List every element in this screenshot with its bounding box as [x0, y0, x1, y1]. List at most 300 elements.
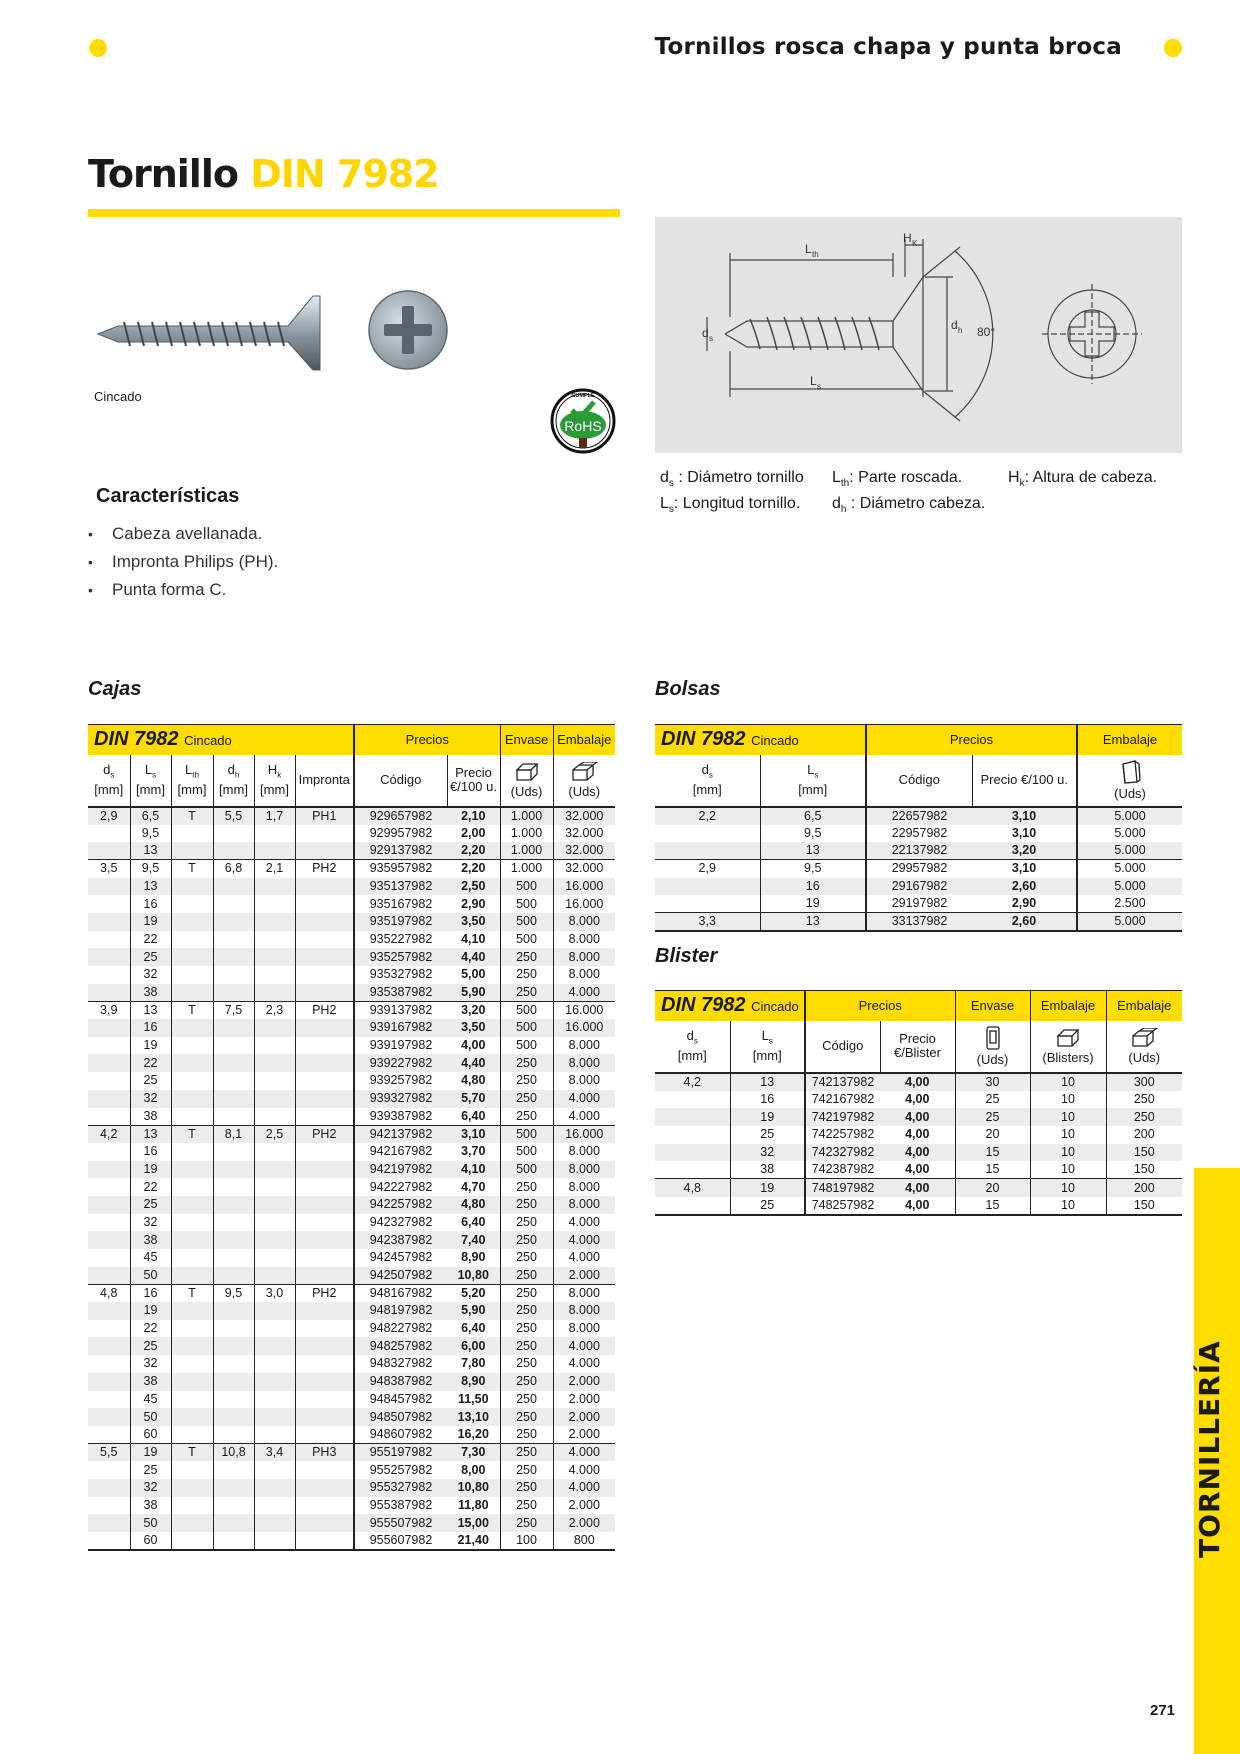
table-cell: [171, 1426, 213, 1444]
table-cell: [213, 1072, 254, 1090]
table-cell: [295, 1196, 354, 1214]
table-cell: 742257982: [805, 1126, 880, 1144]
bolsas-table-title: DIN 7982 Cincado: [655, 725, 866, 755]
bolsas-table: [655, 724, 1182, 932]
table-cell: 942257982: [354, 1196, 447, 1214]
table-cell: [88, 1267, 130, 1285]
table-cell: [88, 895, 130, 913]
list-item: • Punta forma C.: [88, 580, 227, 599]
table-cell: 250: [500, 1090, 553, 1108]
table-cell: 16: [730, 1091, 805, 1109]
table-cell: 3,20: [972, 842, 1077, 860]
table-cell: 3,0: [254, 1284, 295, 1302]
table-cell: 4,00: [880, 1197, 955, 1215]
table-cell: 250: [500, 1196, 553, 1214]
table-cell: 2,50: [447, 878, 500, 896]
table-cell: 4,40: [447, 948, 500, 966]
table-cell: [171, 1037, 213, 1055]
table-cell: 8,1: [213, 1125, 254, 1143]
table-cell: 1.000: [500, 860, 553, 878]
table-cell: 4,10: [447, 1161, 500, 1179]
table-cell: [655, 1161, 730, 1179]
blister-header-embalaje-2: Embalaje: [1106, 991, 1182, 1021]
table-cell: 4.000: [553, 1214, 615, 1232]
table-cell: 2,10: [447, 807, 500, 825]
table-cell: [254, 1037, 295, 1055]
svg-text:th: th: [812, 250, 819, 259]
table-row: [88, 1302, 615, 1320]
table-cell: [171, 1514, 213, 1532]
table-cell: 2,9: [655, 860, 760, 878]
table-cell: 30: [955, 1073, 1030, 1091]
table-cell: 929957982: [354, 825, 447, 843]
table-cell: 5.000: [1077, 807, 1182, 825]
table-cell: 3,20: [447, 1001, 500, 1019]
table-cell: [213, 1320, 254, 1338]
table-cell: [171, 1214, 213, 1232]
table-cell: [295, 1231, 354, 1249]
legend-dh: $d_h$ : Diámetro cabeza.: [832, 495, 986, 516]
col-envase-uds: (Uds): [955, 1021, 1030, 1073]
table-cell: 935387982: [354, 984, 447, 1002]
table-cell: 4,10: [447, 931, 500, 949]
table-row: [88, 1001, 615, 1019]
table-cell: 939197982: [354, 1037, 447, 1055]
svg-text:d: d: [951, 318, 958, 332]
table-cell: [295, 931, 354, 949]
table-cell: 929137982: [354, 842, 447, 860]
table-cell: 32.000: [553, 825, 615, 843]
bolsas-table-body: [655, 807, 1182, 932]
table-cell: 942457982: [354, 1249, 447, 1267]
table-cell: [295, 1479, 354, 1497]
table-cell: [254, 1461, 295, 1479]
cajas-header-envase: Envase: [500, 725, 553, 755]
table-cell: 948227982: [354, 1320, 447, 1338]
table-cell: 5.000: [1077, 878, 1182, 896]
table-cell: 10: [1030, 1126, 1106, 1144]
table-cell: [213, 1532, 254, 1550]
table-cell: 22: [130, 1054, 171, 1072]
table-cell: [254, 1196, 295, 1214]
table-cell: 500: [500, 1019, 553, 1037]
table-cell: 250: [500, 1373, 553, 1391]
table-cell: 3,10: [972, 860, 1077, 878]
col-ds: $d_s$ [mm]: [88, 755, 130, 807]
table-cell: [213, 1355, 254, 1373]
col-impronta: Impronta: [295, 755, 354, 807]
table-cell: 7,40: [447, 1231, 500, 1249]
table-cell: [88, 825, 130, 843]
table-cell: 3,9: [88, 1001, 130, 1019]
table-cell: 939167982: [354, 1019, 447, 1037]
svg-text:L: L: [805, 242, 812, 256]
table-cell: 2,3: [254, 1001, 295, 1019]
table-cell: 22: [130, 1178, 171, 1196]
table-cell: 948327982: [354, 1355, 447, 1373]
table-cell: 32.000: [553, 807, 615, 825]
table-cell: [655, 1126, 730, 1144]
bag-icon: [1119, 760, 1141, 784]
table-row: [88, 1497, 615, 1515]
table-cell: [254, 825, 295, 843]
table-cell: 32: [730, 1144, 805, 1162]
table-cell: PH2: [295, 860, 354, 878]
table-cell: 5.000: [1077, 842, 1182, 860]
table-cell: 16,20: [447, 1426, 500, 1444]
table-cell: 16.000: [553, 1125, 615, 1143]
table-cell: [171, 1373, 213, 1391]
table-row: [88, 1072, 615, 1090]
svg-text:H: H: [903, 231, 912, 245]
table-cell: [254, 1497, 295, 1515]
table-cell: 22: [130, 931, 171, 949]
open-box-icon: [570, 762, 598, 782]
table-cell: 38: [730, 1161, 805, 1179]
col-hk: $H_k$ [mm]: [254, 755, 295, 807]
table-cell: 25: [730, 1126, 805, 1144]
table-cell: [295, 1054, 354, 1072]
table-cell: [254, 1426, 295, 1444]
table-cell: 150: [1106, 1197, 1182, 1215]
table-cell: 929657982: [354, 807, 447, 825]
product-title-b: DIN 7982: [250, 152, 439, 196]
blister-pack-icon: [985, 1026, 1001, 1050]
table-cell: 250: [500, 1479, 553, 1497]
table-cell: 8.000: [553, 1161, 615, 1179]
table-cell: 10,80: [447, 1267, 500, 1285]
table-cell: 8.000: [553, 948, 615, 966]
table-cell: 6,5: [760, 807, 866, 825]
table-row: [88, 1161, 615, 1179]
table-cell: [88, 1037, 130, 1055]
table-cell: [213, 1373, 254, 1391]
table-cell: [254, 1231, 295, 1249]
table-row: [88, 825, 615, 843]
col-dh: $d_h$ [mm]: [213, 755, 254, 807]
table-cell: 11,80: [447, 1497, 500, 1515]
table-cell: 948197982: [354, 1302, 447, 1320]
table-cell: 250: [500, 1302, 553, 1320]
table-cell: 742387982: [805, 1161, 880, 1179]
table-cell: T: [171, 1125, 213, 1143]
table-cell: 939227982: [354, 1054, 447, 1072]
characteristics-list: [88, 520, 278, 604]
table-cell: 250: [500, 1355, 553, 1373]
section-header-title: Tornillos rosca chapa y punta broca: [654, 34, 1122, 60]
table-cell: 2,90: [972, 895, 1077, 913]
table-cell: 8.000: [553, 1302, 615, 1320]
table-row: [88, 860, 615, 878]
table-cell: [171, 1072, 213, 1090]
table-cell: 5,5: [88, 1444, 130, 1462]
table-cell: 742137982: [805, 1073, 880, 1091]
table-cell: [171, 984, 213, 1002]
table-cell: 8.000: [553, 931, 615, 949]
table-cell: 4.000: [553, 1090, 615, 1108]
table-cell: [254, 1019, 295, 1037]
blister-header-precios: Precios: [805, 991, 955, 1021]
table-cell: 2,9: [88, 807, 130, 825]
table-cell: 6,40: [447, 1320, 500, 1338]
table-cell: [88, 1373, 130, 1391]
table-cell: [295, 1072, 354, 1090]
table-cell: [295, 1019, 354, 1037]
table-cell: 16: [130, 1284, 171, 1302]
table-cell: 19: [130, 913, 171, 931]
table-cell: 38: [130, 1497, 171, 1515]
table-cell: 8.000: [553, 1054, 615, 1072]
table-cell: [171, 1461, 213, 1479]
product-title-a: Tornillo: [88, 152, 238, 196]
table-cell: 29167982: [866, 878, 972, 896]
table-cell: [295, 1108, 354, 1126]
table-cell: [213, 1426, 254, 1444]
table-cell: 100: [500, 1532, 553, 1550]
table-cell: 935957982: [354, 860, 447, 878]
table-cell: 250: [500, 1249, 553, 1267]
table-cell: 8.000: [553, 1143, 615, 1161]
table-cell: 25: [130, 1196, 171, 1214]
table-cell: [171, 948, 213, 966]
cajas-table: [88, 724, 615, 1551]
table-cell: 9,5: [760, 860, 866, 878]
table-cell: [88, 1461, 130, 1479]
table-cell: 4,8: [655, 1179, 730, 1197]
table-cell: [213, 1497, 254, 1515]
table-cell: 8.000: [553, 913, 615, 931]
table-cell: 2.000: [553, 1497, 615, 1515]
table-cell: 250: [500, 1231, 553, 1249]
table-cell: [295, 1461, 354, 1479]
table-cell: 21,40: [447, 1532, 500, 1550]
table-cell: [254, 1373, 295, 1391]
table-cell: [213, 825, 254, 843]
table-row: [655, 878, 1182, 896]
table-row: [88, 1426, 615, 1444]
table-row: [655, 1144, 1182, 1162]
table-cell: [88, 1178, 130, 1196]
table-cell: 939257982: [354, 1072, 447, 1090]
table-row: [655, 807, 1182, 825]
table-cell: [171, 1090, 213, 1108]
table-cell: 10,80: [447, 1479, 500, 1497]
table-cell: PH2: [295, 1125, 354, 1143]
table-cell: 13: [760, 913, 866, 932]
table-cell: [213, 895, 254, 913]
table-cell: 250: [1106, 1091, 1182, 1109]
legend-ds: $d_s$ : Diámetro tornillo: [660, 469, 804, 490]
table-row: [88, 1444, 615, 1462]
table-cell: 150: [1106, 1144, 1182, 1162]
title-underline: [88, 209, 620, 217]
table-cell: [254, 1090, 295, 1108]
table-cell: 250: [500, 1444, 553, 1462]
table-row: [655, 1073, 1182, 1091]
table-cell: 7,80: [447, 1355, 500, 1373]
table-cell: [171, 931, 213, 949]
table-cell: 3,10: [447, 1125, 500, 1143]
table-cell: 250: [500, 1320, 553, 1338]
table-cell: [655, 895, 760, 913]
table-cell: 748197982: [805, 1179, 880, 1197]
table-cell: 2,60: [972, 913, 1077, 932]
table-cell: [171, 1479, 213, 1497]
table-cell: 10,8: [213, 1444, 254, 1462]
table-cell: 5,20: [447, 1284, 500, 1302]
table-cell: [254, 878, 295, 896]
legend-col-3: [1008, 468, 1157, 494]
table-cell: [213, 1337, 254, 1355]
table-cell: 7,30: [447, 1444, 500, 1462]
table-cell: 250: [500, 1108, 553, 1126]
table-cell: 942227982: [354, 1178, 447, 1196]
table-cell: 250: [500, 1497, 553, 1515]
table-cell: 5.000: [1077, 860, 1182, 878]
table-cell: [254, 1302, 295, 1320]
table-cell: 935167982: [354, 895, 447, 913]
table-cell: 742327982: [805, 1144, 880, 1162]
table-cell: 13: [130, 842, 171, 860]
table-cell: 250: [500, 1267, 553, 1285]
table-cell: 9,5: [130, 825, 171, 843]
table-row: [88, 1125, 615, 1143]
table-row: [88, 984, 615, 1002]
table-cell: [254, 1178, 295, 1196]
table-cell: [213, 931, 254, 949]
table-cell: 4,00: [880, 1126, 955, 1144]
table-cell: 22957982: [866, 825, 972, 843]
table-cell: T: [171, 860, 213, 878]
technical-drawing: [655, 217, 1182, 453]
table-cell: [295, 984, 354, 1002]
table-row: [655, 1161, 1182, 1179]
table-cell: [655, 1197, 730, 1215]
table-cell: [213, 878, 254, 896]
table-cell: [213, 1090, 254, 1108]
table-cell: [295, 948, 354, 966]
table-cell: 948457982: [354, 1391, 447, 1409]
table-cell: 4,00: [880, 1108, 955, 1126]
table-cell: 500: [500, 913, 553, 931]
table-cell: [254, 1161, 295, 1179]
table-cell: 2.000: [553, 1426, 615, 1444]
table-cell: 50: [130, 1514, 171, 1532]
table-cell: 200: [1106, 1126, 1182, 1144]
rohs-badge-text: RoHS: [564, 418, 602, 434]
table-cell: 6,40: [447, 1108, 500, 1126]
table-cell: 939327982: [354, 1090, 447, 1108]
table-cell: [213, 1514, 254, 1532]
table-cell: 5,00: [447, 966, 500, 984]
table-cell: 942507982: [354, 1267, 447, 1285]
table-cell: 935257982: [354, 948, 447, 966]
table-cell: [171, 1249, 213, 1267]
table-cell: 955197982: [354, 1444, 447, 1462]
table-cell: 25: [955, 1091, 1030, 1109]
table-cell: [295, 1337, 354, 1355]
bolsas-header-embalaje: Embalaje: [1077, 725, 1182, 755]
table-cell: [254, 1355, 295, 1373]
table-cell: 948607982: [354, 1426, 447, 1444]
table-cell: 250: [500, 1408, 553, 1426]
table-cell: 15: [955, 1161, 1030, 1179]
table-cell: [254, 948, 295, 966]
table-cell: 4,00: [880, 1091, 955, 1109]
table-cell: 10: [1030, 1144, 1106, 1162]
svg-text:K: K: [912, 239, 918, 248]
table-cell: 300: [1106, 1073, 1182, 1091]
table-cell: 13: [730, 1073, 805, 1091]
table-cell: 22657982: [866, 807, 972, 825]
bolsas-section-title: Bolsas: [655, 678, 721, 700]
header-dot-left: [89, 39, 107, 57]
table-cell: [295, 895, 354, 913]
table-cell: [213, 1461, 254, 1479]
table-row: [88, 1532, 615, 1550]
table-cell: [171, 1054, 213, 1072]
table-cell: 4.000: [553, 1444, 615, 1462]
cajas-table-body: [88, 807, 615, 1551]
table-cell: 250: [500, 1054, 553, 1072]
page-number: 271: [1150, 1702, 1176, 1719]
table-cell: [213, 913, 254, 931]
table-cell: 250: [500, 1072, 553, 1090]
table-cell: 2,1: [254, 860, 295, 878]
table-cell: [88, 878, 130, 896]
table-cell: [295, 1161, 354, 1179]
table-cell: 250: [500, 1178, 553, 1196]
blister-header-envase: Envase: [955, 991, 1030, 1021]
table-cell: [171, 966, 213, 984]
table-cell: [171, 1320, 213, 1338]
list-item: • Cabeza avellanada.: [88, 524, 263, 543]
table-cell: 25: [730, 1197, 805, 1215]
table-cell: [171, 1019, 213, 1037]
table-cell: 4.000: [553, 1479, 615, 1497]
table-cell: [295, 878, 354, 896]
table-cell: [254, 1108, 295, 1126]
table-cell: 2.000: [553, 1267, 615, 1285]
table-cell: 939137982: [354, 1001, 447, 1019]
table-cell: [254, 1249, 295, 1267]
table-cell: [171, 1355, 213, 1373]
table-cell: [213, 842, 254, 860]
table-cell: 942197982: [354, 1161, 447, 1179]
table-cell: [88, 1196, 130, 1214]
table-row: [88, 1178, 615, 1196]
table-cell: [88, 1355, 130, 1373]
table-cell: 32: [130, 1214, 171, 1232]
table-cell: 2,90: [447, 895, 500, 913]
table-cell: [295, 1514, 354, 1532]
box-icon: [1056, 1028, 1080, 1048]
col-ls: $L_s$ [mm]: [730, 1021, 805, 1073]
table-row: [88, 1037, 615, 1055]
table-cell: 948167982: [354, 1284, 447, 1302]
table-row: [88, 1231, 615, 1249]
drawing-angle: 80°: [977, 325, 996, 339]
table-cell: [655, 825, 760, 843]
table-cell: 16: [130, 895, 171, 913]
table-cell: [295, 825, 354, 843]
table-cell: [295, 1214, 354, 1232]
table-cell: [171, 913, 213, 931]
table-cell: [171, 1231, 213, 1249]
table-row: [655, 1179, 1182, 1197]
table-cell: 25: [130, 1337, 171, 1355]
table-cell: [213, 1161, 254, 1179]
